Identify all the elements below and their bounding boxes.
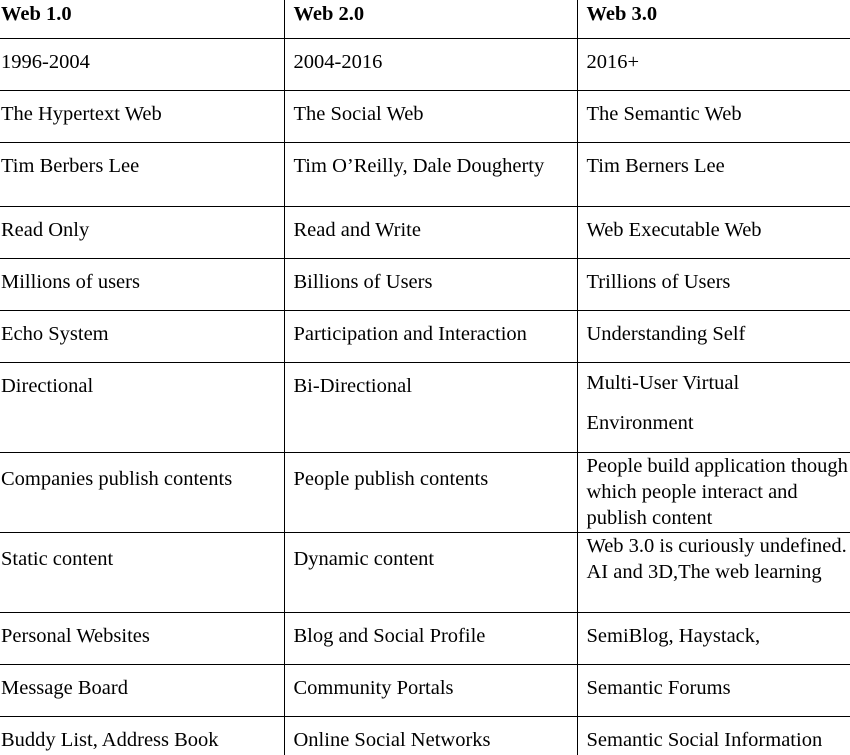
table-cell: Billions of Users	[284, 259, 577, 311]
table-cell: The Social Web	[284, 91, 577, 143]
table-cell: Directional	[0, 363, 284, 453]
header-cell	[577, 0, 850, 39]
table-row	[0, 363, 850, 453]
table-cell: Dynamic content	[284, 533, 577, 613]
table-cell: Trillions of Users	[577, 259, 850, 311]
table-cell: Blog and Social Profile	[284, 613, 577, 665]
table-cell: Static content	[0, 533, 284, 613]
table-row	[0, 453, 850, 533]
table-row	[0, 39, 850, 91]
table-row	[0, 533, 850, 613]
header-row	[0, 0, 850, 39]
table-row	[0, 143, 850, 207]
table-cell: 2004-2016	[284, 39, 577, 91]
table-cell: Web Executable Web	[577, 207, 850, 259]
table-cell: Understanding Self	[577, 311, 850, 363]
table-row	[0, 207, 850, 259]
table-cell: Companies publish contents	[0, 453, 284, 533]
table-row	[0, 613, 850, 665]
table-row	[0, 665, 850, 717]
table-cell: Multi-User Virtual Environment	[577, 363, 850, 453]
header-web2: Web 2.0	[293, 3, 365, 25]
table-cell: The Semantic Web	[577, 91, 850, 143]
table-cell: Echo System	[0, 311, 284, 363]
table-row	[0, 259, 850, 311]
table-row	[0, 311, 850, 363]
table-cell: Online Social Networks	[284, 717, 577, 755]
table-cell: The Hypertext Web	[0, 91, 284, 143]
table-cell: Community Portals	[284, 665, 577, 717]
table-cell: Message Board	[0, 665, 284, 717]
table-cell: Buddy List, Address Book	[0, 717, 284, 755]
table-cell: SemiBlog, Haystack,	[577, 613, 850, 665]
table-cell: Read Only	[0, 207, 284, 259]
header-cell	[284, 0, 577, 39]
table-cell: Semantic Social Information	[577, 717, 850, 755]
header-web3: Web 3.0	[586, 3, 658, 25]
table-cell: 2016+	[577, 39, 850, 91]
table-cell: Millions of users	[0, 259, 284, 311]
header-web1: Web 1.0	[1, 3, 72, 25]
table-cell: 1996-2004	[0, 39, 284, 91]
table-cell: Tim Berbers Lee	[0, 143, 284, 207]
table-cell: Semantic Forums	[577, 665, 850, 717]
header-cell	[0, 0, 284, 39]
table-cell: People publish contents	[284, 453, 577, 533]
table-cell: Web 3.0 is curiously undefined. AI and 3D,The web learning	[577, 533, 850, 613]
table-cell: Read and Write	[284, 207, 577, 259]
table-row	[0, 717, 850, 755]
table-cell: People build application though which people interact and publish content	[577, 453, 850, 533]
table-cell: Personal Websites	[0, 613, 284, 665]
table-cell: Participation and Interaction	[284, 311, 577, 363]
table-cell: Tim O’Reilly, Dale Dougherty	[284, 143, 577, 207]
table-row	[0, 91, 850, 143]
table-cell: Tim Berners Lee	[577, 143, 850, 207]
table-cell: Bi-Directional	[284, 363, 577, 453]
